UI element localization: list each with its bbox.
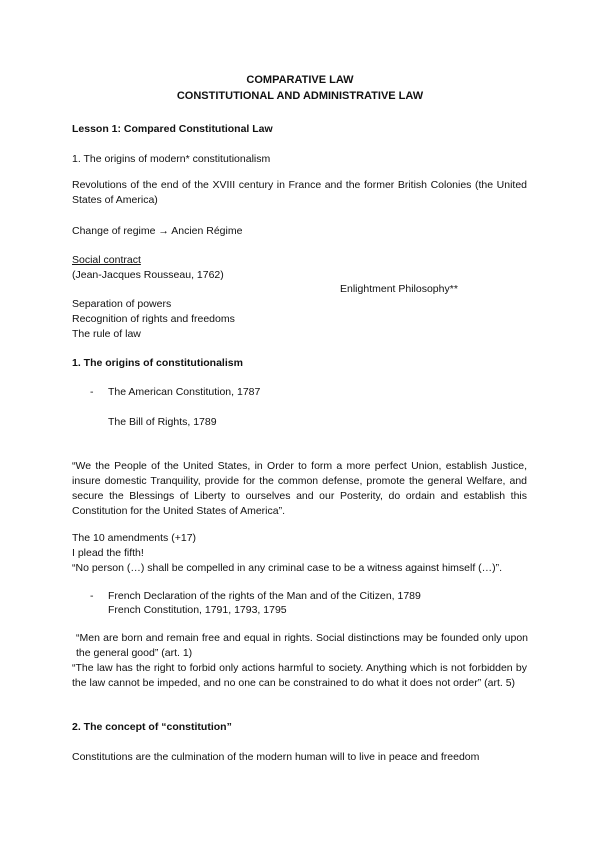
section2-text: Constitutions are the culmination of the modern human will to live in peace and freedom: [72, 751, 480, 763]
origins-modern-heading: 1. The origins of modern* constitutionalism: [72, 153, 271, 165]
rousseau-citation: (Jean-Jacques Rousseau, 1762): [72, 269, 224, 281]
preamble-quote: “We the People of the United States, in Order to form a more perfect Union, establish Justice, insure domestic Tranquility, provide for the common defense, promote the general Welfare, and secure the Blessings of Liberty to ourselves and our Posterity, do ordain and establish this Constitution for the United States of America”.: [72, 460, 527, 517]
amendments-line: The 10 amendments (+17): [72, 532, 197, 544]
section1-heading: 1. The origins of constitutionalism: [72, 357, 243, 369]
document-subtitle: CONSTITUTIONAL AND ADMINISTRATIVE LAW: [176, 90, 424, 102]
principle-item: The rule of law: [72, 328, 141, 340]
french-constitution-item: French Constitution, 1791, 1793, 1795: [108, 604, 287, 616]
section2-heading: 2. The concept of “constitution”: [72, 721, 232, 733]
article5-quote: “The law has the right to forbid only actions harmful to society. Anything which is not forbidden by the law cannot be impeded, and no one can be constrained to do what it does not order” (art. 5): [72, 662, 527, 689]
american-constitution-item: The American Constitution, 1787: [108, 386, 261, 398]
revolutions-paragraph: Revolutions of the end of the XVIII century in France and the former British Colonies (the United States of America): [72, 179, 527, 206]
document-title: COMPARATIVE LAW: [246, 74, 354, 86]
article1-quote: “Men are born and remain free and equal in rights. Social distinctions may be founded only upon the general good” (art. 1): [76, 632, 528, 659]
bill-of-rights-item: The Bill of Rights, 1789: [108, 416, 217, 428]
list-dash: -: [90, 386, 94, 398]
lesson-heading: Lesson 1: Compared Constitutional Law: [72, 123, 273, 135]
principle-item: Recognition of rights and freedoms: [72, 313, 235, 325]
fifth-amendment-quote: “No person (…) shall be compelled in any criminal case to be a witness against himself (…)”.: [72, 562, 503, 574]
principle-item: Separation of powers: [72, 298, 172, 310]
french-declaration-item: French Declaration of the rights of the Man and of the Citizen, 1789: [108, 590, 421, 602]
enlightenment-note: Enlightment Philosophy**: [340, 283, 458, 295]
plead-fifth-line: I plead the fifth!: [72, 547, 144, 559]
change-of-regime: Change of regime → Ancien Régime: [72, 225, 243, 237]
list-dash: -: [90, 590, 94, 602]
social-contract-term: Social contract: [72, 254, 141, 266]
